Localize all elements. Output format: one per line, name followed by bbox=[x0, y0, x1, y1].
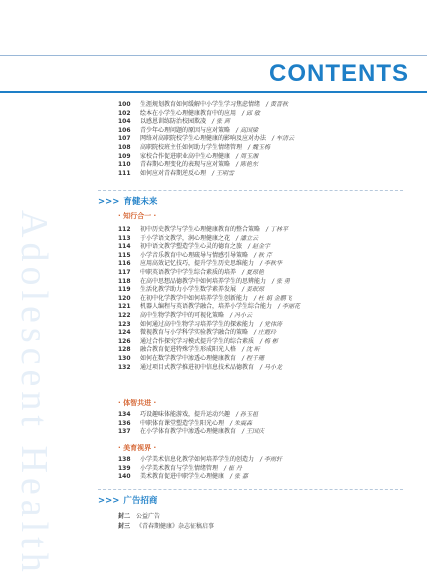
page-number: 119 bbox=[118, 286, 131, 294]
chevron-icon: >>> bbox=[98, 496, 120, 506]
page-number: 107 bbox=[118, 135, 131, 143]
subsection-label: 美育视界 bbox=[123, 444, 152, 452]
page-number: 114 bbox=[118, 243, 131, 251]
entry-author: / 潘立云 bbox=[236, 234, 258, 242]
toc-entry bbox=[118, 161, 294, 170]
page-number: 134 bbox=[118, 411, 131, 418]
entry-title: 小学美术教育与学生情绪管理 bbox=[140, 464, 219, 472]
entry-author: / 张 嘉 bbox=[230, 473, 248, 481]
dot-icon: · bbox=[118, 444, 124, 452]
entry-title: 初中语文教学塑造学生心灵的德育之旅 bbox=[140, 243, 243, 251]
dot-icon: · bbox=[118, 212, 124, 220]
dot-icon: · bbox=[151, 444, 157, 452]
ad-key: 封三 bbox=[118, 523, 131, 530]
page-number: 128 bbox=[118, 346, 131, 354]
entry-title: 高中生物学教学中的可视化策略 bbox=[140, 311, 225, 319]
entry-title: 机器人编程与英语教学融合，培养小学生综合能力 bbox=[140, 303, 273, 311]
toc-entry bbox=[118, 118, 294, 127]
toc-entry bbox=[118, 226, 300, 235]
toc-entry bbox=[118, 135, 294, 144]
entry-author: / 程千珊 bbox=[242, 354, 264, 362]
watermark-text: Adolescent Health bbox=[13, 210, 55, 577]
entry-author: / 夏琼艳 bbox=[242, 268, 264, 276]
entry-author: / 王国庆 bbox=[242, 428, 264, 436]
entry-author: / 车清云 bbox=[272, 135, 294, 143]
entry-title: 应用高效记忆技巧，提升学生历史思维能力 bbox=[140, 260, 255, 268]
toc-entry bbox=[118, 101, 294, 110]
entry-title: 如何通过高中生物学习培养学生的探索能力 bbox=[140, 320, 255, 328]
section-divider bbox=[98, 190, 403, 191]
subsection-zhixing bbox=[118, 211, 156, 221]
header-rule bbox=[0, 91, 427, 93]
toc-entry bbox=[118, 170, 294, 179]
entry-title: 在初中化学教学中如何培养学生创新能力 bbox=[140, 294, 249, 302]
entry-author: / 王明雪 bbox=[212, 169, 234, 177]
ad-row bbox=[118, 512, 160, 521]
entry-author: / 魏玉梅 bbox=[248, 143, 270, 151]
ad-text: 《青春期健康》杂志征稿启事 bbox=[136, 523, 215, 530]
entry-author: / 周玉湘 bbox=[236, 152, 258, 160]
entry-title: 巧设趣味体能游戏，提升运动兴趣 bbox=[140, 411, 231, 418]
ad-key: 封二 bbox=[118, 513, 131, 520]
page-number: 104 bbox=[118, 118, 131, 126]
entry-author: / 丁林平 bbox=[266, 226, 288, 233]
entry-author: / 陈艳东 bbox=[236, 161, 258, 169]
entry-title: 以感恩训练防治校园欺凌 bbox=[140, 118, 207, 126]
chevron-icon: >>> bbox=[98, 197, 120, 207]
page-number: 116 bbox=[118, 260, 131, 268]
toc-entry bbox=[118, 329, 300, 338]
entry-title: 初中历史教学与学生心理健康教育的整合策略 bbox=[140, 226, 261, 233]
entry-author: / 姜珉琼 bbox=[242, 286, 264, 294]
subsection-label: 体智共进 bbox=[123, 399, 152, 407]
toc-entry bbox=[118, 260, 300, 269]
entry-author: / 梅 彬 bbox=[260, 337, 278, 345]
section-header-ads bbox=[98, 494, 157, 506]
entry-author: / 赵金宇 bbox=[248, 243, 270, 251]
top-divider bbox=[0, 55, 427, 56]
toc-entry bbox=[118, 346, 300, 355]
subsection-meiyu bbox=[118, 443, 156, 453]
toc-entry bbox=[118, 364, 300, 373]
entry-title: 家校合作促进职业高中生心理健康 bbox=[140, 152, 231, 160]
page-number: 110 bbox=[118, 161, 131, 169]
page-number: 136 bbox=[118, 419, 131, 427]
page-number: 112 bbox=[118, 226, 131, 233]
entry-author: / 张 勇 bbox=[272, 277, 290, 285]
entry-author: / 崔 丹 bbox=[224, 464, 242, 472]
page-number: 108 bbox=[118, 143, 131, 151]
page-number: 132 bbox=[118, 363, 131, 371]
entry-title: 如何在数学教学中渗透心理健康教育 bbox=[140, 354, 237, 362]
entry-title: 在小学体育教学中渗透心理健康教育 bbox=[140, 428, 237, 436]
entry-author: / 孙玉祖 bbox=[236, 411, 258, 418]
entry-title: 如何应对青春期逆反心理 bbox=[140, 169, 207, 177]
toc-entry bbox=[118, 303, 300, 312]
entry-title: 生涯规划教育如何缓解中小学生学习焦虑情绪 bbox=[140, 101, 261, 108]
entry-author: / 朱震森 bbox=[230, 419, 252, 427]
entry-title: 小学美术信息化教学如何培养学生的创造力 bbox=[140, 456, 255, 463]
page-number: 139 bbox=[118, 464, 131, 472]
page-number: 138 bbox=[118, 456, 131, 463]
page-title: CONTENTS bbox=[269, 60, 409, 87]
toc-entry bbox=[118, 286, 300, 295]
entry-title: 绘本在小学生心理健康教育中的应用 bbox=[140, 109, 237, 117]
toc-entry bbox=[118, 411, 264, 420]
entry-author: / 黄晋秋 bbox=[266, 101, 288, 108]
toc-entry bbox=[118, 153, 294, 162]
entry-author: / 邱 敏 bbox=[242, 109, 260, 117]
toc-entry bbox=[118, 243, 300, 252]
entry-title: 小学音乐教育中心理疏导与情感引导策略 bbox=[140, 251, 249, 259]
toc-entry bbox=[118, 321, 300, 330]
entry-title: 青春期心理变化的表现与应对策略 bbox=[140, 161, 231, 169]
toc-entry bbox=[118, 269, 300, 278]
page-number: 106 bbox=[118, 126, 131, 134]
page-number: 113 bbox=[118, 234, 131, 242]
toc-entry bbox=[118, 428, 264, 437]
entry-author: / 李雨轩 bbox=[260, 456, 282, 463]
entry-title: 青少年心理问题的原因与应对策略 bbox=[140, 126, 231, 134]
ad-text: 公益广告 bbox=[136, 513, 161, 520]
section-header-yujian bbox=[98, 195, 157, 207]
entry-title: 于小学语文教学，润心理健康之花 bbox=[140, 234, 231, 242]
entry-author: / 沈 昕 bbox=[242, 346, 260, 354]
top-entry-list bbox=[118, 101, 294, 178]
dot-icon: · bbox=[151, 399, 157, 407]
entry-author: / 冯小云 bbox=[230, 311, 252, 319]
toc-entry bbox=[118, 456, 282, 465]
dot-icon: · bbox=[118, 399, 124, 407]
entry-author: / 李丽花 bbox=[278, 303, 300, 311]
dot-icon: · bbox=[151, 212, 157, 220]
toc-entry bbox=[118, 420, 264, 429]
page-number: 117 bbox=[118, 268, 131, 276]
subsection-tizhi bbox=[118, 398, 156, 408]
zhixing-entry-list bbox=[118, 226, 300, 372]
page-number: 123 bbox=[118, 320, 131, 328]
meiyu-entry-list bbox=[118, 456, 282, 482]
section-title: 广告招商 bbox=[123, 496, 158, 506]
subsection-label: 知行合一 bbox=[123, 212, 152, 220]
ad-row bbox=[118, 522, 214, 531]
entry-author: / 庄霞玲 bbox=[254, 329, 276, 337]
tizhi-entry-list bbox=[118, 411, 264, 437]
section-divider bbox=[98, 489, 403, 490]
toc-entry bbox=[118, 312, 300, 321]
toc-entry bbox=[118, 235, 300, 244]
page-number: 115 bbox=[118, 251, 131, 259]
entry-title: 中职体育课堂塑造学生阳光心理 bbox=[140, 419, 225, 427]
page-number: 124 bbox=[118, 329, 131, 337]
entry-author: / 秋 芹 bbox=[254, 251, 272, 259]
toc-entry bbox=[118, 473, 282, 482]
toc-entry bbox=[118, 465, 282, 474]
entry-title: 美术教育促进中职学生心理健康 bbox=[140, 473, 225, 481]
page-number: 122 bbox=[118, 311, 131, 319]
page-number: 120 bbox=[118, 294, 131, 302]
entry-title: 中职英语教学中学生综合素质的培养 bbox=[140, 268, 237, 276]
entry-title: 在高中思想品德教学中如何培养学生的思辨能力 bbox=[140, 277, 267, 285]
toc-entry bbox=[118, 278, 300, 287]
page-number: 126 bbox=[118, 337, 131, 345]
page-number: 140 bbox=[118, 473, 131, 481]
section-title: 育健未来 bbox=[123, 197, 158, 207]
entry-title: 微视教育与小学科学实验教学融合的策略 bbox=[140, 329, 249, 337]
entry-title: 融合教育促进特殊学生形成阳光人格 bbox=[140, 346, 237, 354]
entry-title: 网络对高职院校学生心理健康的影响及应对办法 bbox=[140, 135, 267, 143]
page-number: 121 bbox=[118, 303, 131, 311]
toc-entry bbox=[118, 144, 294, 153]
entry-author: / 杜 娟 金鹏飞 bbox=[254, 294, 292, 302]
page-number: 118 bbox=[118, 277, 131, 285]
page-number: 137 bbox=[118, 428, 131, 436]
entry-author: / 马小龙 bbox=[260, 363, 282, 371]
entry-title: 通过合作探究学习模式提升学生的综合素质 bbox=[140, 337, 255, 345]
entry-author: / 党伟涛 bbox=[260, 320, 282, 328]
toc-entry bbox=[118, 110, 294, 119]
page-number: 100 bbox=[118, 101, 131, 108]
entry-title: 生活化教学助力小学生数学素养发展 bbox=[140, 286, 237, 294]
entry-title: 高职院校班主任如何助力学生情绪管理 bbox=[140, 143, 243, 151]
entry-title: 通过项目式教学推进初中信息技术品德教育 bbox=[140, 363, 255, 371]
entry-author: / 高国梁 bbox=[236, 126, 258, 134]
page-number: 102 bbox=[118, 109, 131, 117]
entry-author: / 张 茜 bbox=[212, 118, 230, 126]
page-number: 109 bbox=[118, 152, 131, 160]
toc-entry bbox=[118, 355, 300, 364]
page-number: 111 bbox=[118, 169, 131, 177]
entry-author: / 李秋华 bbox=[260, 260, 282, 268]
page-number: 130 bbox=[118, 354, 131, 362]
